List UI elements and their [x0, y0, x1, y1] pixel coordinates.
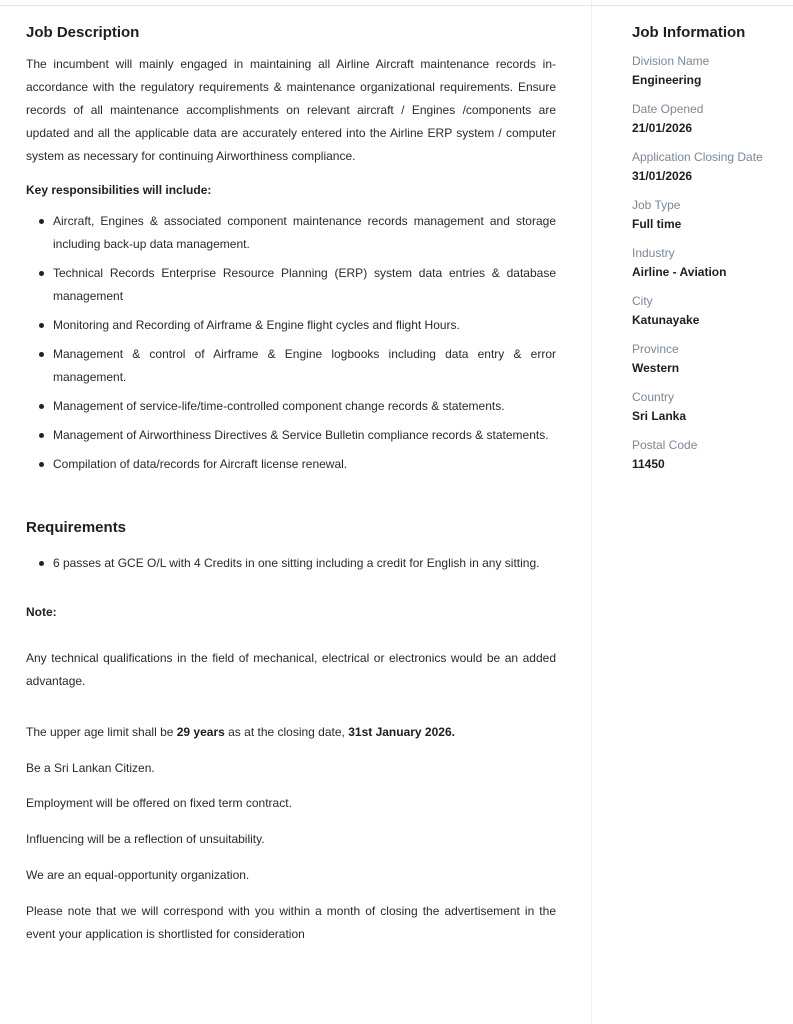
list-item: Technical Records Enterprise Resource Planning (ERP) system data entries & database management [53, 262, 556, 308]
age-limit-text [26, 723, 556, 741]
list-item: Management of Airworthiness Directives & Service Bulletin compliance records & statements. [53, 424, 556, 447]
info-closing-date [632, 149, 792, 184]
responsibilities-heading: Key responsibilities will include: [26, 183, 212, 197]
citizen-text: Be a Sri Lankan Citizen. [26, 761, 155, 775]
job-description-intro: The incumbent will mainly engaged in maintaining all Airline Aircraft maintenance records in-accordance with the regulatory requirements & maintenance organizational requirements. Ensure records of all maintenance accomplishments on relevant aircraft / Engines /components are updated and all the applicable data are accurately entered into the Airline ERP system / computer system as necessary for continuing Airworthiness compliance. [26, 57, 556, 163]
info-label: Industry [632, 246, 675, 260]
note-label: Note: [26, 605, 57, 619]
job-information-sidebar [591, 0, 793, 1024]
info-label: Postal Code [632, 438, 698, 452]
info-value: Katunayake [632, 313, 700, 327]
info-city [632, 293, 792, 328]
info-label: Date Opened [632, 102, 704, 116]
equal-opportunity-text: We are an equal-opportunity organization. [26, 868, 250, 882]
info-industry [632, 245, 792, 280]
job-information-heading: Job Information [632, 24, 746, 41]
info-value: Engineering [632, 73, 702, 87]
info-value: Airline - Aviation [632, 265, 727, 279]
info-division [632, 53, 792, 88]
info-postal-code [632, 437, 792, 472]
list-item: Monitoring and Recording of Airframe & Engine flight cycles and flight Hours. [53, 314, 556, 337]
list-item: Compilation of data/records for Aircraft license renewal. [53, 453, 556, 476]
info-value: 21/01/2026 [632, 121, 693, 135]
info-label: Country [632, 390, 675, 404]
info-label: Application Closing Date [632, 150, 763, 164]
info-value: Full time [632, 217, 682, 231]
info-country [632, 389, 792, 424]
info-province [632, 341, 792, 376]
list-item: Management of service-life/time-controlled component change records & statements. [53, 395, 556, 418]
job-description-heading: Job Description [26, 24, 140, 41]
correspond-text: Please note that we will correspond with you within a month of closing the advertisement in the event your application is shortlisted for consideration [26, 904, 556, 941]
info-label: Division Name [632, 54, 710, 68]
contract-text: Employment will be offered on fixed term contract. [26, 796, 292, 810]
info-label: Province [632, 342, 679, 356]
age-middle: as at the closing date, [224, 725, 349, 739]
influencing-text: Influencing will be a reflection of unsuitability. [26, 832, 265, 846]
note-text: Any technical qualifications in the field of mechanical, electrical or electronics would be an added advantage. [26, 651, 556, 688]
info-job-type [632, 197, 792, 232]
info-value: 11450 [632, 457, 665, 471]
info-date-opened [632, 101, 792, 136]
info-value: 31/01/2026 [632, 169, 693, 183]
requirements-heading: Requirements [26, 519, 127, 536]
info-value: Western [632, 361, 680, 375]
info-value: Sri Lanka [632, 409, 687, 423]
age-value: 29 years [176, 725, 225, 739]
list-item: Aircraft, Engines & associated component maintenance records management and storage including back-up data management. [53, 210, 556, 256]
requirements-list [26, 552, 556, 575]
list-item: Management & control of Airframe & Engine logbooks including data entry & error management. [53, 343, 556, 389]
age-prefix: The upper age limit shall be [26, 725, 177, 739]
info-label: Job Type [632, 198, 681, 212]
responsibilities-list [26, 210, 556, 476]
list-item: 6 passes at GCE O/L with 4 Credits in one sitting including a credit for English in any sitting. [53, 552, 556, 575]
age-date: 31st January 2026. [348, 725, 455, 739]
main-content [26, 22, 556, 946]
info-label: City [632, 294, 653, 308]
